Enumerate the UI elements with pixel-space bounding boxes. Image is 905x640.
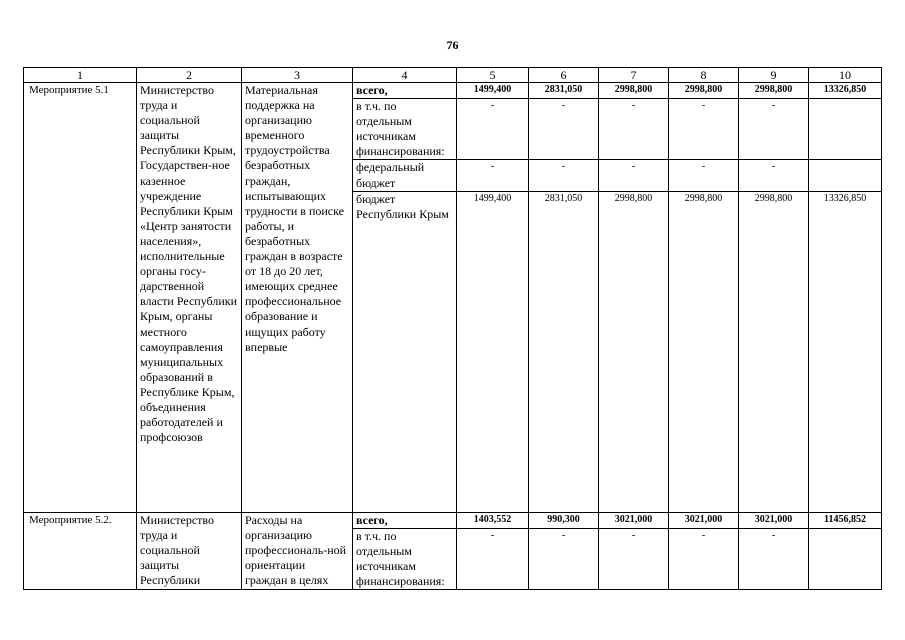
page-number: 76 <box>446 38 459 52</box>
value-cell: 2998,800 <box>599 191 669 512</box>
value-cell: - <box>739 99 809 160</box>
funding-source: в т.ч. по отдельным источникам финансирования: <box>353 99 457 160</box>
value-cell: - <box>457 528 529 589</box>
value-cell <box>809 160 882 191</box>
value-cell: 990,300 <box>529 512 599 528</box>
event-name: Мероприятие 5.2. <box>24 512 137 589</box>
value-cell: 2998,800 <box>739 191 809 512</box>
value-cell: 3021,000 <box>739 512 809 528</box>
value-cell: - <box>599 99 669 160</box>
value-cell: 2998,800 <box>669 83 739 99</box>
value-cell: - <box>739 160 809 191</box>
funding-source: в т.ч. по отдельным источникам финансирования: <box>353 528 457 589</box>
funding-source: федеральный бюджет <box>353 160 457 191</box>
funding-source: всего, <box>353 512 457 528</box>
header-cell: 10 <box>809 68 882 83</box>
funding-source: всего, <box>353 83 457 99</box>
event-name: Мероприятие 5.1 <box>24 83 137 513</box>
funding-source: бюджет Республики Крым <box>353 191 457 512</box>
header-cell: 5 <box>457 68 529 83</box>
value-cell <box>809 99 882 160</box>
header-cell: 1 <box>24 68 137 83</box>
value-cell: 3021,000 <box>599 512 669 528</box>
value-cell: 2998,800 <box>739 83 809 99</box>
value-cell: 11456,852 <box>809 512 882 528</box>
value-cell: - <box>599 160 669 191</box>
header-cell: 7 <box>599 68 669 83</box>
value-cell: 2998,800 <box>599 83 669 99</box>
table-row <box>24 512 882 528</box>
value-cell: 1499,400 <box>457 191 529 512</box>
value-cell: - <box>457 99 529 160</box>
header-cell: 8 <box>669 68 739 83</box>
value-cell: 2831,050 <box>529 83 599 99</box>
value-cell: - <box>529 160 599 191</box>
value-cell: - <box>669 99 739 160</box>
value-cell: 1403,552 <box>457 512 529 528</box>
event-description: Расходы на организацию профессиональ-ной ориентации граждан в целях <box>242 512 353 589</box>
value-cell: - <box>599 528 669 589</box>
header-cell: 4 <box>353 68 457 83</box>
event-executor: Министерство труда и социальной защиты Республики Крым, Государствен-ное казенное учреждение Республики Крым «Центр занятости населения», исполнительные органы госу-дарственной власти Республики Крым, органы местного самоуправления муниципальных образований в Республике Крым, объединения работодателей и профсоюзов <box>137 83 242 513</box>
value-cell: - <box>457 160 529 191</box>
event-executor: Министерство труда и социальной защиты Республики <box>137 512 242 589</box>
value-cell: 2998,800 <box>669 191 739 512</box>
value-cell: - <box>669 528 739 589</box>
header-cell: 9 <box>739 68 809 83</box>
value-cell: - <box>739 528 809 589</box>
header-row <box>24 68 882 83</box>
header-cell: 6 <box>529 68 599 83</box>
value-cell: - <box>669 160 739 191</box>
budget-table <box>23 67 882 590</box>
value-cell: - <box>529 528 599 589</box>
header-cell: 3 <box>242 68 353 83</box>
header-cell: 2 <box>137 68 242 83</box>
table-row <box>24 83 882 99</box>
value-cell: 3021,000 <box>669 512 739 528</box>
value-cell: - <box>529 99 599 160</box>
event-description: Материальная поддержка на организацию временного трудоустройства безработных граждан, испытывающих трудности в поиске работы, и безработных граждан в возрасте от 18 до 20 лет, имеющих среднее профессиональное образование и ищущих работу впервые <box>242 83 353 513</box>
value-cell <box>809 528 882 589</box>
value-cell: 13326,850 <box>809 191 882 512</box>
value-cell: 1499,400 <box>457 83 529 99</box>
value-cell: 13326,850 <box>809 83 882 99</box>
value-cell: 2831,050 <box>529 191 599 512</box>
